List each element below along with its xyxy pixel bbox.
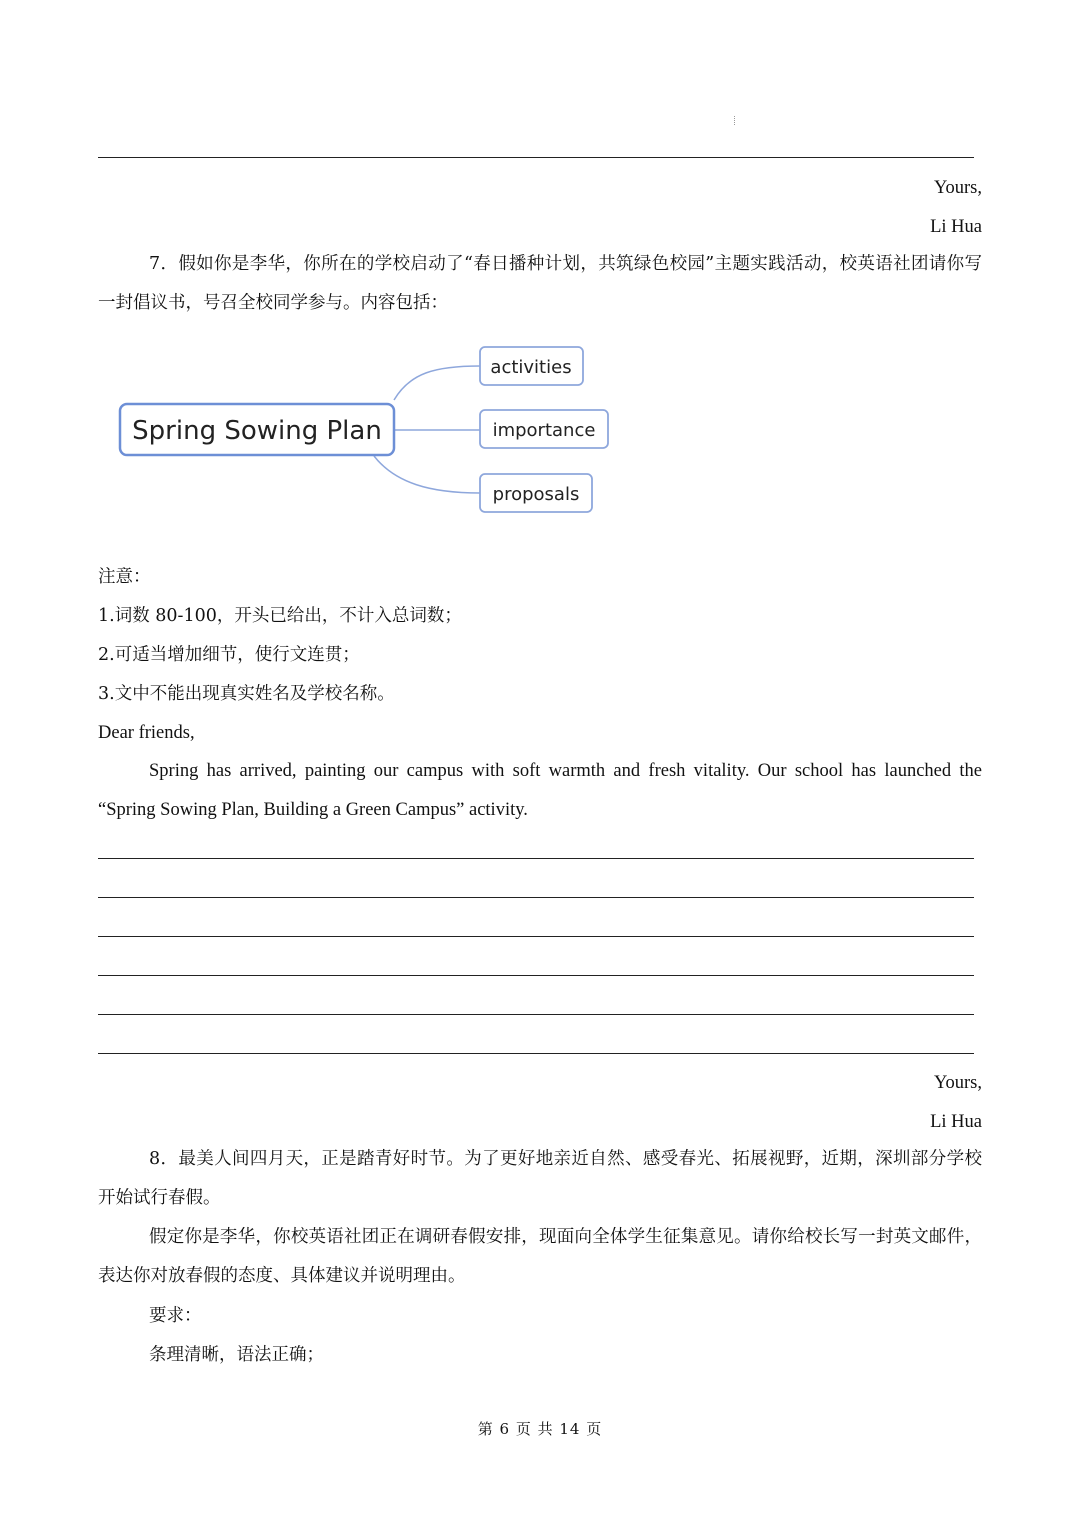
closing-yours: Yours, — [934, 1073, 982, 1093]
mindmap-branch-label: proposals — [492, 484, 580, 505]
answer-line — [98, 1014, 974, 1015]
q7-prompt: 7．假如你是李华，你所在的学校启动了“春日播种计划，共筑绿色校园”主题实践活动，校英语社团请你写一封倡议书，号召全校同学参与。内容包括： — [98, 254, 982, 313]
answer-line — [98, 1053, 974, 1054]
answer-line — [98, 936, 974, 937]
notes-title: 注意： — [98, 567, 151, 587]
answer-line — [98, 975, 974, 976]
answer-line — [98, 897, 974, 898]
note-item: 1.词数 80-100，开头已给出，不计入总词数； — [98, 606, 462, 626]
answer-line — [98, 157, 974, 158]
requirements-title: 要求： — [149, 1306, 202, 1326]
closing-yours: Yours, — [934, 178, 982, 198]
q8-task: 假定你是李华，你校英语社团正在调研春假安排，现面向全体学生征集意见。请你给校长写一封英文邮件，表达你对放春假的态度、具体建议并说明理由。 — [98, 1227, 982, 1286]
mindmap-branch-label: importance — [492, 420, 596, 441]
mindmap-connector — [374, 456, 480, 493]
mindmap-connector — [394, 366, 480, 400]
closing-signature: Li Hua — [930, 217, 982, 237]
note-item: 2.可适当增加细节，使行文连贯； — [98, 645, 360, 665]
requirement-item: 条理清晰，语法正确； — [149, 1345, 324, 1365]
page-footer: 第 6 页 共 14 页 — [477, 1420, 603, 1438]
mindmap-center-label: Spring Sowing Plan — [132, 416, 382, 446]
page-mark — [734, 116, 736, 125]
q8-prompt: 8．最美人间四月天，正是踏青好时节。为了更好地亲近自然、感受春光、拓展视野，近期，深圳部分学校开始试行春假。 — [98, 1149, 982, 1208]
answer-line — [98, 858, 974, 859]
mindmap — [110, 338, 630, 528]
salutation: Dear friends, — [98, 723, 195, 743]
mindmap-branch-label: activities — [490, 357, 572, 378]
closing-signature: Li Hua — [930, 1112, 982, 1132]
note-item: 3.文中不能出现真实姓名及学校名称。 — [98, 684, 395, 704]
letter-opening: Spring has arrived, painting our campus with soft warmth and fresh vitality. Our school has launched the “Spring Sowing Plan, Building a Green Campus” activity. — [98, 761, 982, 820]
